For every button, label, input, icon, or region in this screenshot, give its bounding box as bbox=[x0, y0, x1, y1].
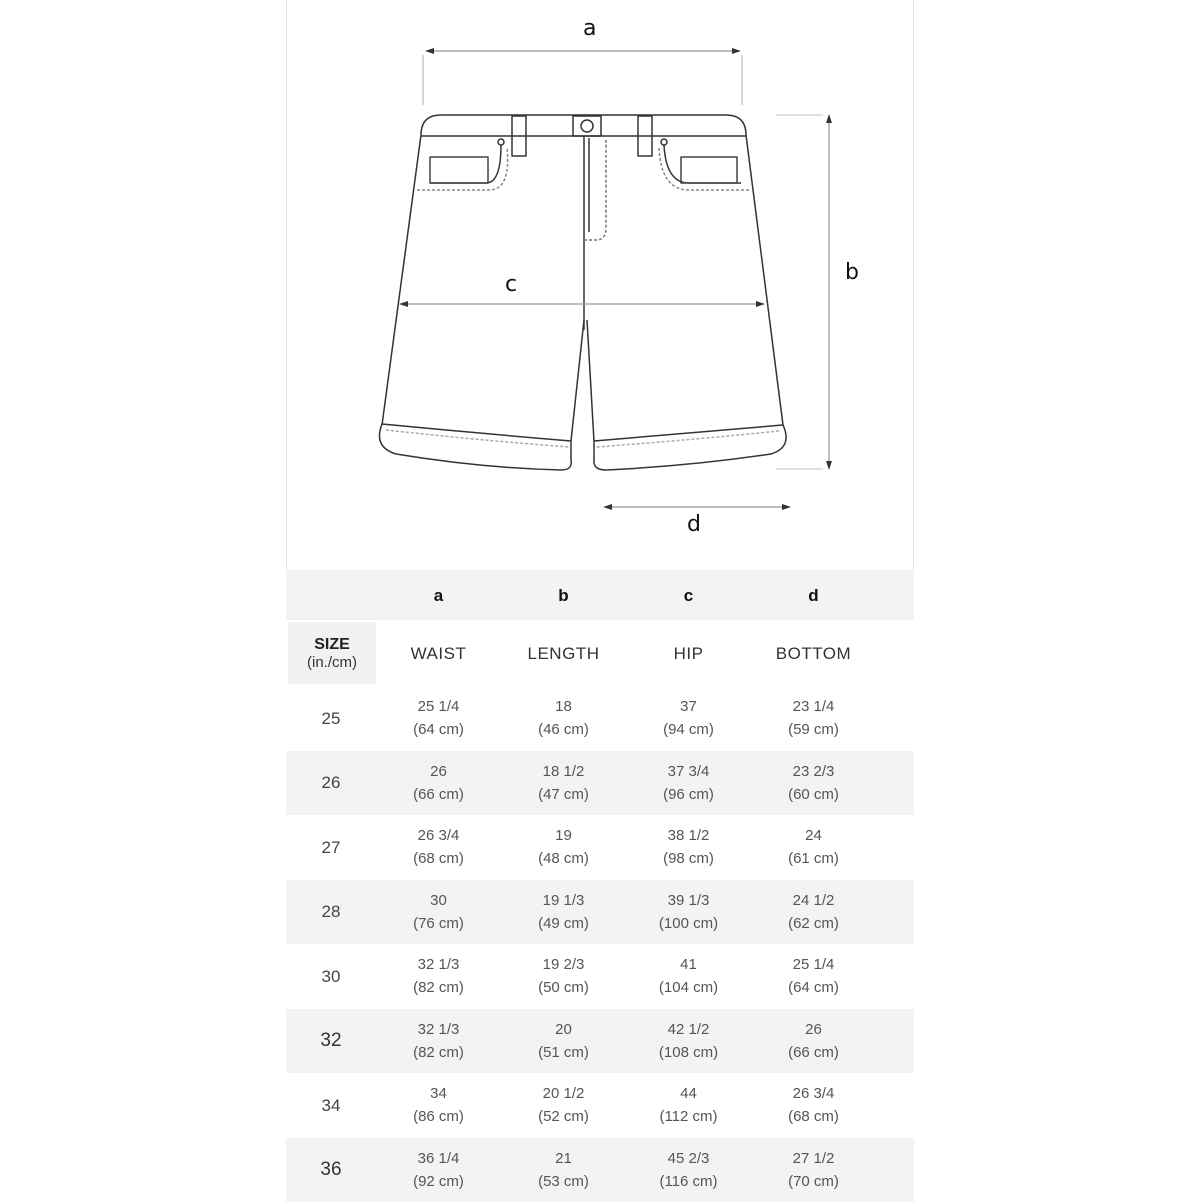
bottom-cell: 26 (66 cm) bbox=[751, 1018, 876, 1064]
hip-cell: 45 2/3 (116 cm) bbox=[626, 1147, 751, 1193]
hip-cell: 37 3/4 (96 cm) bbox=[626, 760, 751, 806]
size-value: 27 bbox=[286, 836, 376, 859]
waist-cell: 32 1/3 (82 cm) bbox=[376, 953, 501, 999]
hip-cell: 42 1/2 (108 cm) bbox=[626, 1018, 751, 1064]
table-row bbox=[286, 1073, 914, 1138]
measurement-letter-row bbox=[286, 570, 914, 620]
size-value: 25 bbox=[286, 707, 376, 730]
dimension-label-c: c bbox=[505, 272, 517, 297]
shorts-outline-icon bbox=[1, 0, 1200, 570]
bottom-cell: 23 2/3 (60 cm) bbox=[751, 760, 876, 806]
size-value: 34 bbox=[286, 1094, 376, 1117]
dimension-label-a: a bbox=[583, 16, 596, 41]
length-cell: 18 1/2 (47 cm) bbox=[501, 760, 626, 806]
length-cell: 21 (53 cm) bbox=[501, 1147, 626, 1193]
waist-cell: 26 (66 cm) bbox=[376, 760, 501, 806]
column-letter-d: d bbox=[751, 584, 876, 607]
length-cell: 20 (51 cm) bbox=[501, 1018, 626, 1064]
column-header-hip: HIP bbox=[626, 642, 751, 665]
waist-cell: 36 1/4 (92 cm) bbox=[376, 1147, 501, 1193]
waist-cell: 26 3/4 (68 cm) bbox=[376, 824, 501, 870]
hip-cell: 44 (112 cm) bbox=[626, 1082, 751, 1128]
column-header-waist: WAIST bbox=[376, 642, 501, 665]
bottom-cell: 23 1/4 (59 cm) bbox=[751, 695, 876, 741]
column-letter-b: b bbox=[501, 584, 626, 607]
length-cell: 18 (46 cm) bbox=[501, 695, 626, 741]
size-value: 30 bbox=[286, 965, 376, 988]
hip-cell: 37 (94 cm) bbox=[626, 695, 751, 741]
table-row bbox=[286, 815, 914, 880]
waist-cell: 25 1/4 (64 cm) bbox=[376, 695, 501, 741]
column-header-bottom: BOTTOM bbox=[751, 642, 876, 665]
column-letter-a: a bbox=[376, 584, 501, 607]
size-value: 32 bbox=[286, 1029, 376, 1052]
bottom-cell: 24 1/2 (62 cm) bbox=[751, 889, 876, 935]
length-cell: 19 2/3 (50 cm) bbox=[501, 953, 626, 999]
shorts-diagram bbox=[286, 0, 914, 570]
table-row bbox=[286, 944, 914, 1009]
length-cell: 19 (48 cm) bbox=[501, 824, 626, 870]
table-row bbox=[286, 1138, 914, 1202]
size-header bbox=[288, 622, 376, 684]
hip-cell: 39 1/3 (100 cm) bbox=[626, 889, 751, 935]
table-row bbox=[286, 751, 914, 816]
size-header-title: SIZE bbox=[314, 636, 350, 654]
column-header-length: LENGTH bbox=[501, 642, 626, 665]
waist-cell: 34 (86 cm) bbox=[376, 1082, 501, 1128]
table-row bbox=[286, 686, 914, 751]
size-value: 36 bbox=[286, 1158, 376, 1181]
waist-cell: 30 (76 cm) bbox=[376, 889, 501, 935]
bottom-cell: 27 1/2 (70 cm) bbox=[751, 1147, 876, 1193]
size-table bbox=[286, 570, 914, 1202]
dimension-label-b: b bbox=[845, 260, 859, 285]
table-row bbox=[286, 1009, 914, 1074]
length-cell: 20 1/2 (52 cm) bbox=[501, 1082, 626, 1128]
column-letter-c: c bbox=[626, 584, 751, 607]
table-row bbox=[286, 880, 914, 945]
hip-cell: 38 1/2 (98 cm) bbox=[626, 824, 751, 870]
size-chart bbox=[286, 0, 914, 1200]
length-cell: 19 1/3 (49 cm) bbox=[501, 889, 626, 935]
size-value: 28 bbox=[286, 900, 376, 923]
size-value: 26 bbox=[286, 771, 376, 794]
bottom-cell: 25 1/4 (64 cm) bbox=[751, 953, 876, 999]
bottom-cell: 26 3/4 (68 cm) bbox=[751, 1082, 876, 1128]
size-header-unit: (in./cm) bbox=[307, 654, 357, 671]
dimension-label-d: d bbox=[687, 512, 701, 537]
bottom-cell: 24 (61 cm) bbox=[751, 824, 876, 870]
hip-cell: 41 (104 cm) bbox=[626, 953, 751, 999]
column-header-row bbox=[286, 620, 914, 686]
waist-cell: 32 1/3 (82 cm) bbox=[376, 1018, 501, 1064]
